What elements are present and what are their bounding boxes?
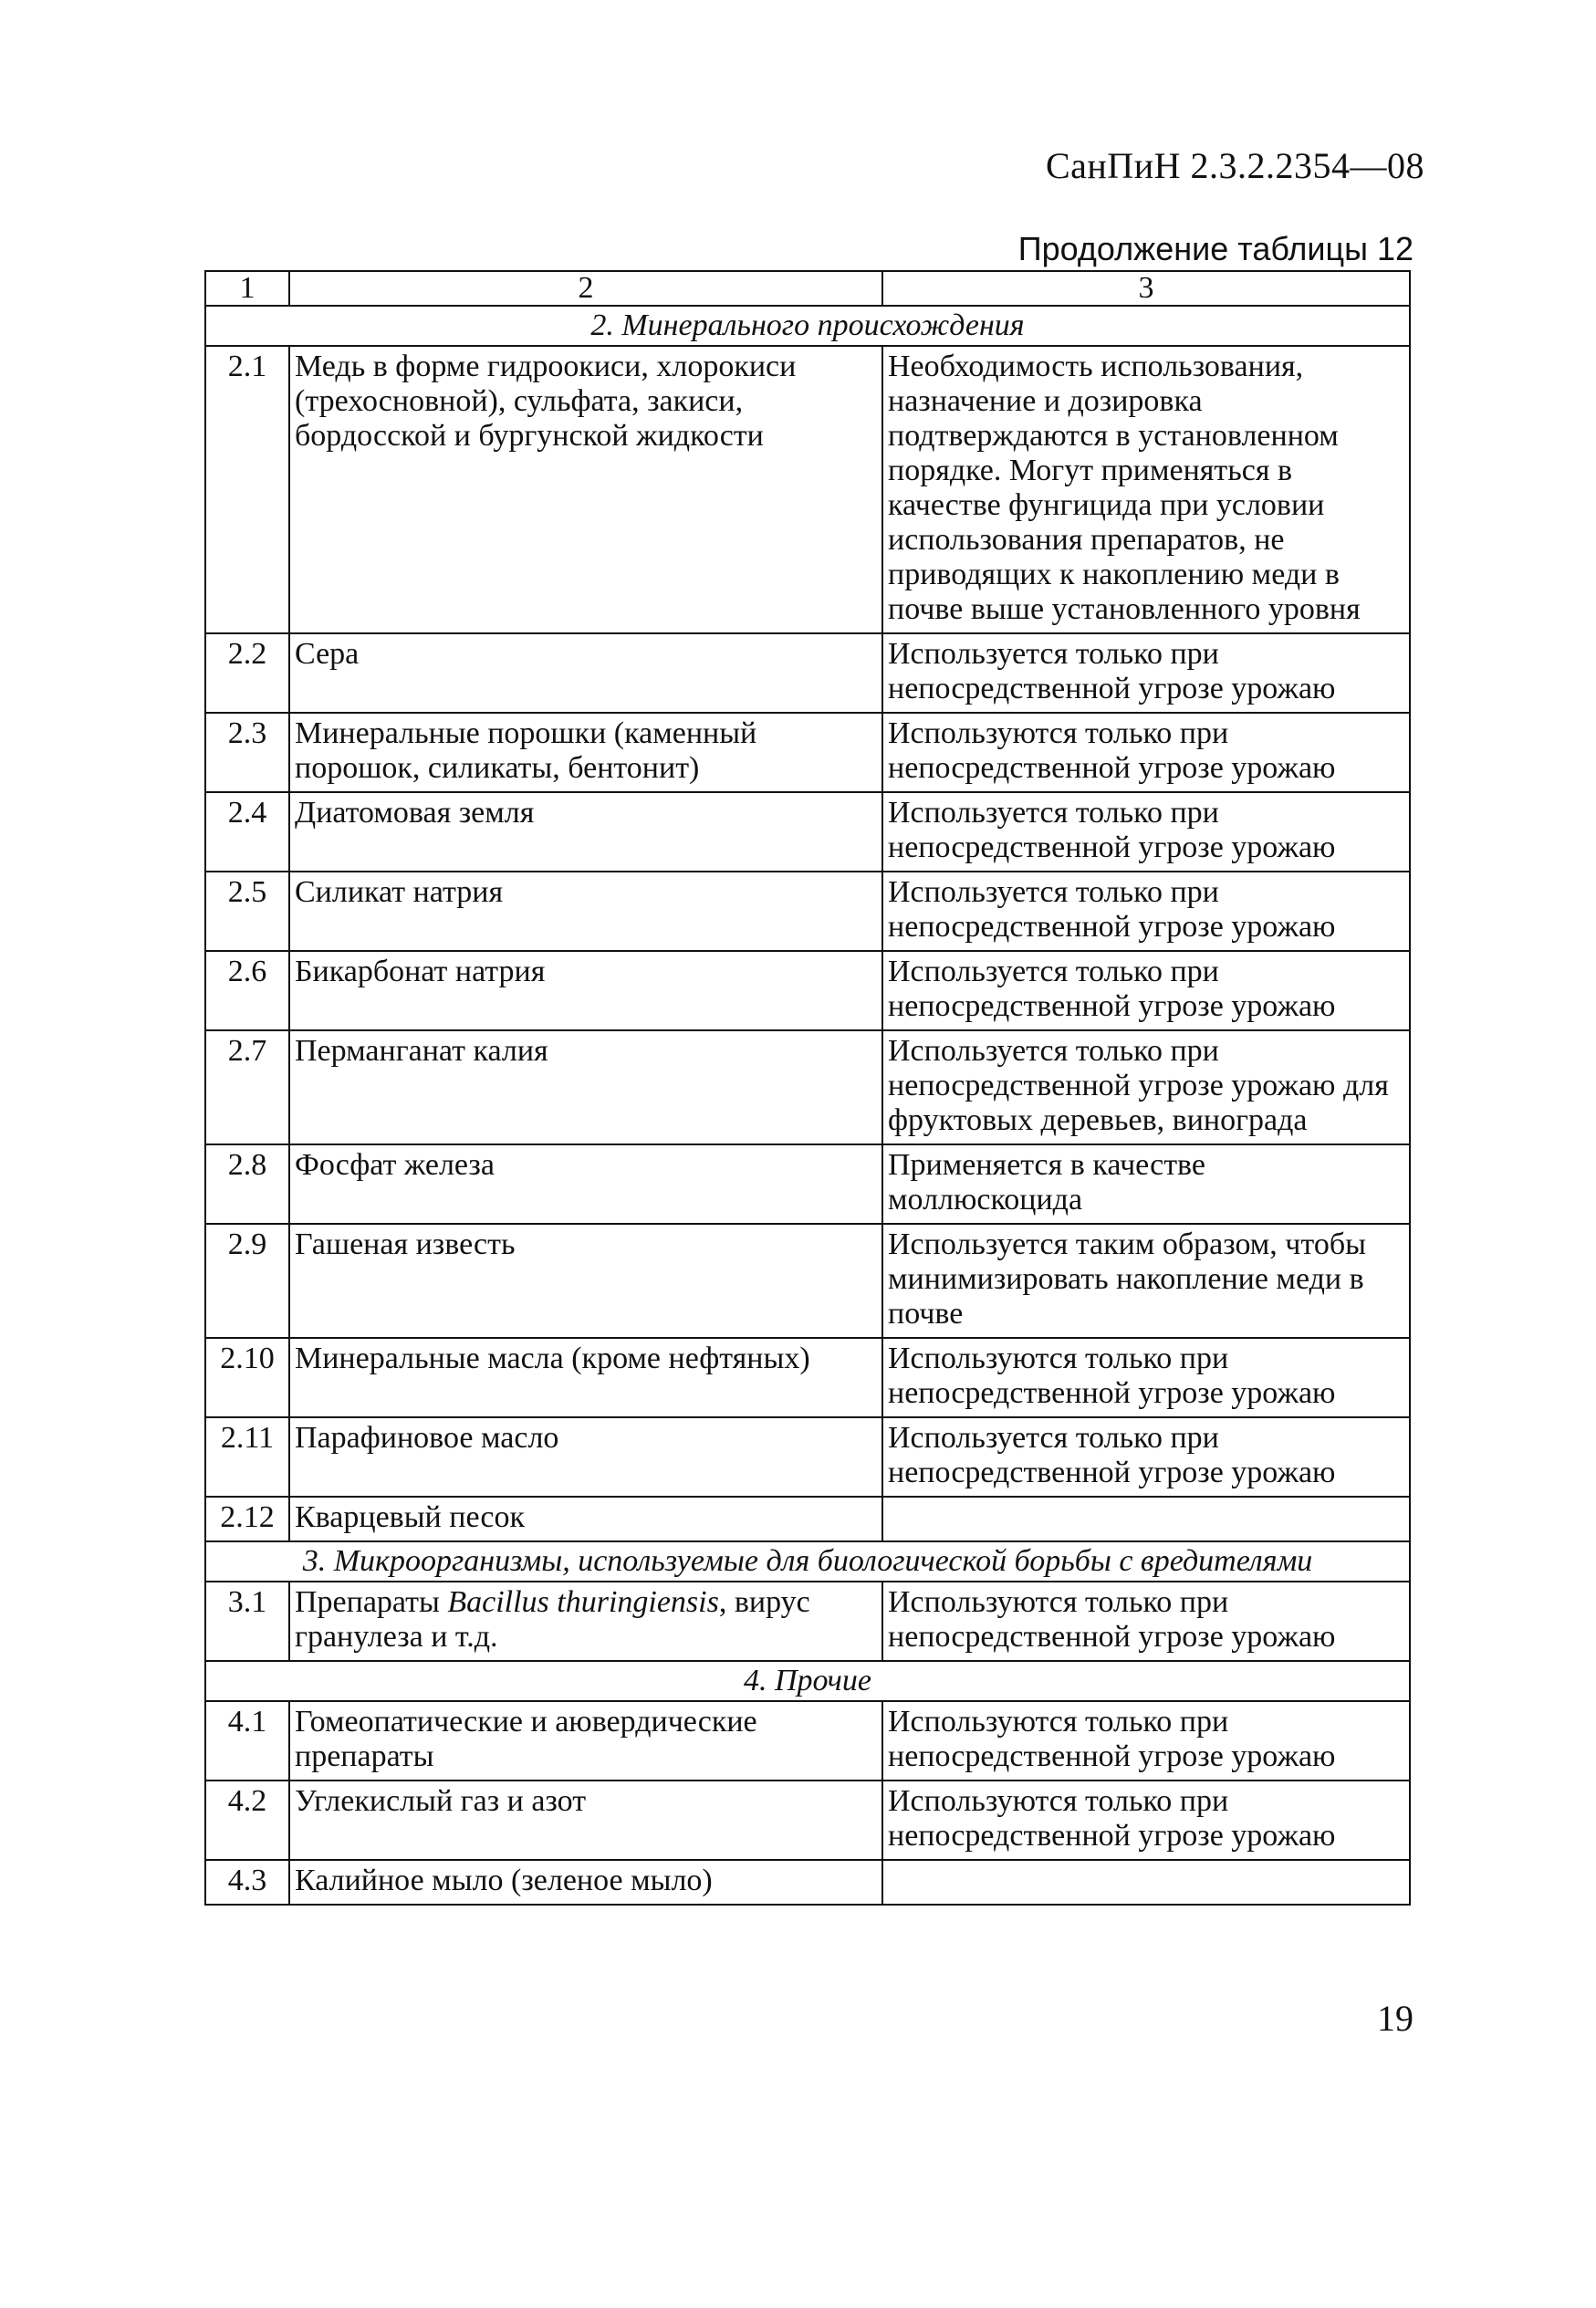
column-header: 3 [882,271,1410,306]
item-name: Калийное мыло (зеленое мыло) [289,1860,882,1905]
item-name: Бикарбонат натрия [289,951,882,1030]
item-name: Перманганат калия [289,1030,882,1144]
section-title: 4. Прочие [205,1661,1410,1701]
table-row [205,1030,1410,1144]
table-row [205,346,1410,633]
section-row [205,1661,1410,1701]
item-name: Гомеопатические и аювердические препараты [289,1701,882,1781]
item-number: 3.1 [205,1582,289,1661]
item-note: Используется только при непосредственной угрозе урожаю [882,872,1410,951]
table-row [205,1144,1410,1224]
substances-table [204,270,1411,1906]
table-row [205,1224,1410,1338]
item-name: Фосфат железа [289,1144,882,1224]
item-number: 2.9 [205,1224,289,1338]
table-row [205,1338,1410,1417]
item-number: 2.8 [205,1144,289,1224]
table-row [205,1781,1410,1860]
item-number: 2.12 [205,1497,289,1541]
item-note: Используется только при непосредственной угрозе урожаю [882,1417,1410,1497]
item-note: Используется таким образом, чтобы минимизировать накопление меди в почве [882,1224,1410,1338]
item-note: Используется только при непосредственной угрозе урожаю для фруктовых деревьев, винограда [882,1030,1410,1144]
item-name: Кварцевый песок [289,1497,882,1541]
item-name: Минеральные порошки (каменный порошок, силикаты, бентонит) [289,713,882,792]
table-row [205,1582,1410,1661]
item-number: 2.5 [205,872,289,951]
item-name: Минеральные масла (кроме нефтяных) [289,1338,882,1417]
item-note: Используются только при непосредственной угрозе урожаю [882,1582,1410,1661]
item-number: 2.2 [205,633,289,713]
item-number: 4.2 [205,1781,289,1860]
item-note: Используется только при непосредственной угрозе урожаю [882,792,1410,872]
column-header: 1 [205,271,289,306]
item-note [882,1497,1410,1541]
item-note: Используется только при непосредственной угрозе урожаю [882,633,1410,713]
item-name: Медь в форме гидроокиси, хлорокиси (трехосновной), сульфата, закиси, бордосской и бургунской жидкости [289,346,882,633]
item-name-latin: Bacillus thuringiensis [447,1585,719,1619]
table-row [205,713,1410,792]
item-name: Углекислый газ и азот [289,1781,882,1860]
item-number: 2.1 [205,346,289,633]
item-name-prefix: Препараты [295,1585,448,1619]
item-name [289,1582,882,1661]
item-number: 4.3 [205,1860,289,1905]
item-number: 2.4 [205,792,289,872]
item-note: Применяется в качестве моллюскоцида [882,1144,1410,1224]
item-name: Сера [289,633,882,713]
table-row [205,1417,1410,1497]
table-row [205,872,1410,951]
item-note [882,1860,1410,1905]
table-body [205,271,1410,1905]
item-note: Используется только при непосредственной угрозе урожаю [882,951,1410,1030]
column-header: 2 [289,271,882,306]
table-row [205,1701,1410,1781]
table-row [205,951,1410,1030]
item-name-suffix: , вирус гранулеза и т.д. [295,1585,810,1654]
table-row [205,1497,1410,1541]
document-code: СанПиН 2.3.2.2354—08 [1045,145,1424,186]
item-note: Используются только при непосредственной угрозе урожаю [882,1338,1410,1417]
section-title: 3. Микроорганизмы, используемые для биологической борьбы с вредителями [205,1541,1410,1582]
table-row [205,792,1410,872]
item-name: Парафиновое масло [289,1417,882,1497]
item-number: 2.7 [205,1030,289,1144]
item-number: 2.10 [205,1338,289,1417]
item-name: Диатомовая земля [289,792,882,872]
table-header-row [205,271,1410,306]
item-note: Используются только при непосредственной угрозе урожаю [882,1781,1410,1860]
item-name: Силикат натрия [289,872,882,951]
item-number: 2.3 [205,713,289,792]
section-row [205,306,1410,346]
table-row [205,633,1410,713]
item-note: Используются только при непосредственной угрозе урожаю [882,713,1410,792]
section-title: 2. Минерального происхождения [205,306,1410,346]
item-number: 4.1 [205,1701,289,1781]
item-name: Гашеная известь [289,1224,882,1338]
table-row [205,1860,1410,1905]
section-row [205,1541,1410,1582]
item-note: Необходимость использования, назначение и дозировка подтверждаются в установленном порядке. Могут применяться в качестве фунгицида при условии использования препаратов, не приводящих к накоплению меди в почве выше установленного уровня [882,346,1410,633]
item-number: 2.11 [205,1417,289,1497]
page-number: 19 [1377,1998,1413,2039]
item-note: Используются только при непосредственной угрозе урожаю [882,1701,1410,1781]
table-continuation-caption: Продолжение таблицы 12 [1017,230,1413,267]
item-number: 2.6 [205,951,289,1030]
